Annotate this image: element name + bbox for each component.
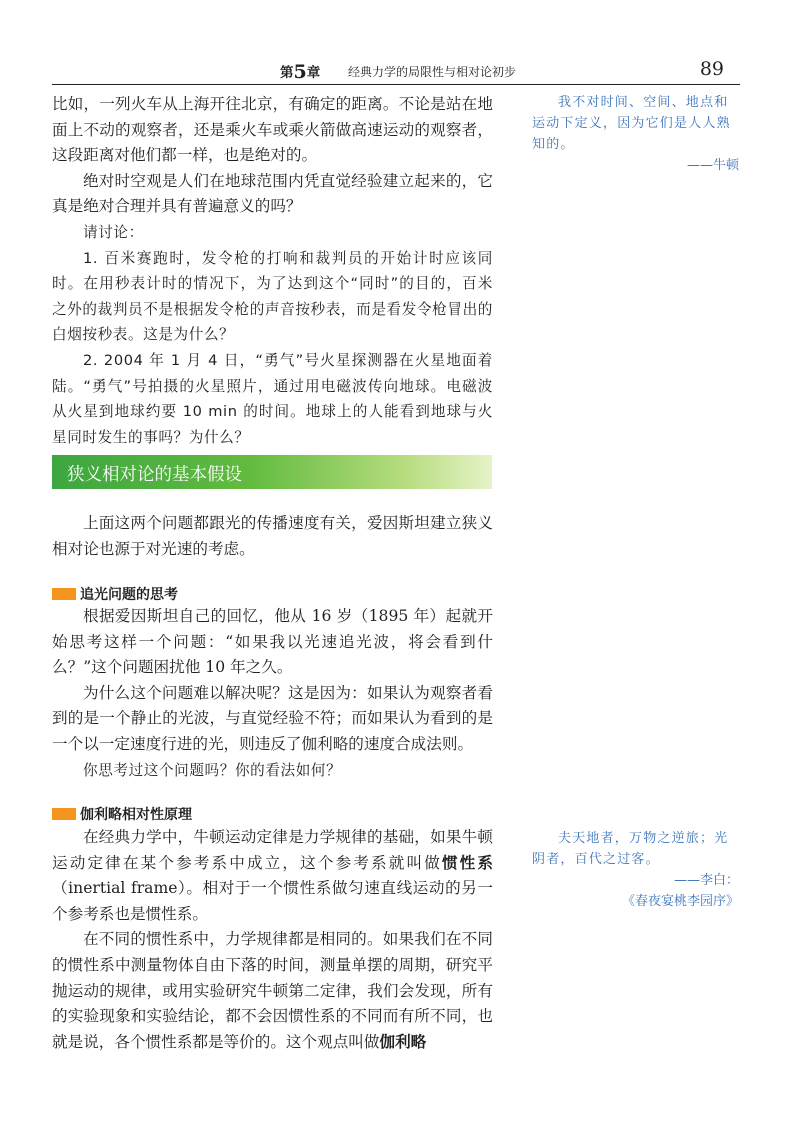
- subheading-galileo: [52, 804, 192, 824]
- subheading-label: 追光问题的思考: [80, 587, 178, 603]
- galileo-block: [52, 825, 493, 1055]
- orange-marker: [52, 588, 76, 600]
- section-lead: [52, 511, 493, 562]
- chapter-label: [280, 60, 320, 82]
- galileo-paragraph-2: [52, 927, 493, 1055]
- chapter-suffix: 章: [306, 65, 321, 81]
- intro-paragraph-2: 绝对时空观是人们在地球范围内凭直觉经验建立起来的，它真是绝对合理并具有普遍意义的吗？: [52, 171, 493, 216]
- galileo-paragraph-1: [52, 825, 493, 927]
- subheading-label: 伽利略相对性原理: [80, 807, 192, 823]
- discuss-label: 请讨论：: [83, 223, 144, 241]
- section-title: 狭义相对论的基本假设: [67, 465, 242, 485]
- term-inertial-frame: 惯性系: [441, 853, 493, 872]
- chapter-prefix: 第: [280, 65, 294, 81]
- margin-note-libai: [532, 828, 739, 912]
- term-galileo: 伽利略: [379, 1032, 427, 1051]
- section-lead-paragraph: 上面这两个问题都跟光的传播速度有关，爱因斯坦建立狭义相对论也源于对光速的考虑。: [52, 514, 493, 558]
- page-header: [52, 58, 740, 84]
- chase-light-paragraph-2: 为什么这个问题难以解决呢？这是因为：如果认为观察者看到的是一个静止的光波，与直觉经验不符；而如果认为看到的是一个以一定速度行进的光，则违反了伽利略的速度合成法则。: [52, 683, 493, 753]
- discussion-question-2: 2. 2004 年 1 月 4 日，“勇气”号火星探测器在火星地面着陆。“勇气”号拍摄的火星照片，通过用电磁波传向地球。电磁波从火星到地球约要 10 min 的时间。地球上的人能看到地球与火星同时发生的事吗？为什么？: [52, 351, 493, 446]
- chapter-title: 经典力学的局限性与相对论初步: [348, 65, 517, 79]
- chase-light-paragraph-1: 根据爱因斯坦自己的回忆，他从 16 岁（1895 年）起就开始思考这样一个问题：“如果我以光速追光波，将会看到什么？”这个问题困扰他 10 年之久。: [52, 607, 493, 677]
- section-heading-bar: [52, 455, 492, 489]
- newton-quote: 我不对时间、空间、地点和运动下定义，因为它们是人人熟知的。: [532, 95, 731, 152]
- intro-block: [52, 92, 493, 450]
- intro-paragraph-1: 比如，一列火车从上海开往北京，有确定的距离。不论是站在地面上不动的观察者，还是乘火车或乘火箭做高速运动的观察者，这段距离对他们都一样，也是绝对的。: [52, 95, 493, 165]
- page-number: 89: [699, 58, 724, 80]
- margin-note-newton: [532, 92, 739, 176]
- chase-light-question: 你思考过这个问题吗？你的看法如何？: [83, 761, 342, 779]
- subheading-chase-light: [52, 584, 178, 604]
- chapter-number: 5: [293, 61, 307, 83]
- libai-source: 《春夜宴桃李园序》: [621, 894, 739, 909]
- header-rule: [52, 84, 740, 85]
- discussion-question-1: 1. 百米赛跑时，发令枪的打响和裁判员的开始计时应该同时。在用秒表计时的情况下，为了达到这个“同时”的目的，百米之外的裁判员不是根据发令枪的声音按秒表，而是看发令枪冒出的白烟按秒表。这是为什么？: [52, 249, 493, 344]
- galileo-p1-text: 在经典力学中，牛顿运动定律是力学规律的基础，如果牛顿运动定律在某个参考系中成立，这个参考系就叫做: [52, 828, 493, 872]
- libai-attribution: ——李白：: [673, 873, 739, 888]
- galileo-p1-text-2: （inertial frame）。相对于一个惯性系做匀速直线运动的另一个参考系也是惯性系。: [52, 879, 493, 923]
- chase-light-block: [52, 604, 493, 783]
- libai-quote: 夫天地者，万物之逆旅；光阴者，百代之过客。: [532, 831, 729, 867]
- orange-marker: [52, 808, 76, 820]
- galileo-p2-text: 在不同的惯性系中，力学规律都是相同的。如果我们在不同的惯性系中测量物体自由下落的时间，测量单摆的周期，研究平抛运动的规律，或用实验研究牛顿第二定律，我们会发现，所有的实验现象和实验结论，都不会因惯性系的不同而有所不同，也就是说，各个惯性系都是等价的。这个观点叫做: [52, 930, 493, 1051]
- newton-attribution: ——牛顿: [686, 158, 739, 173]
